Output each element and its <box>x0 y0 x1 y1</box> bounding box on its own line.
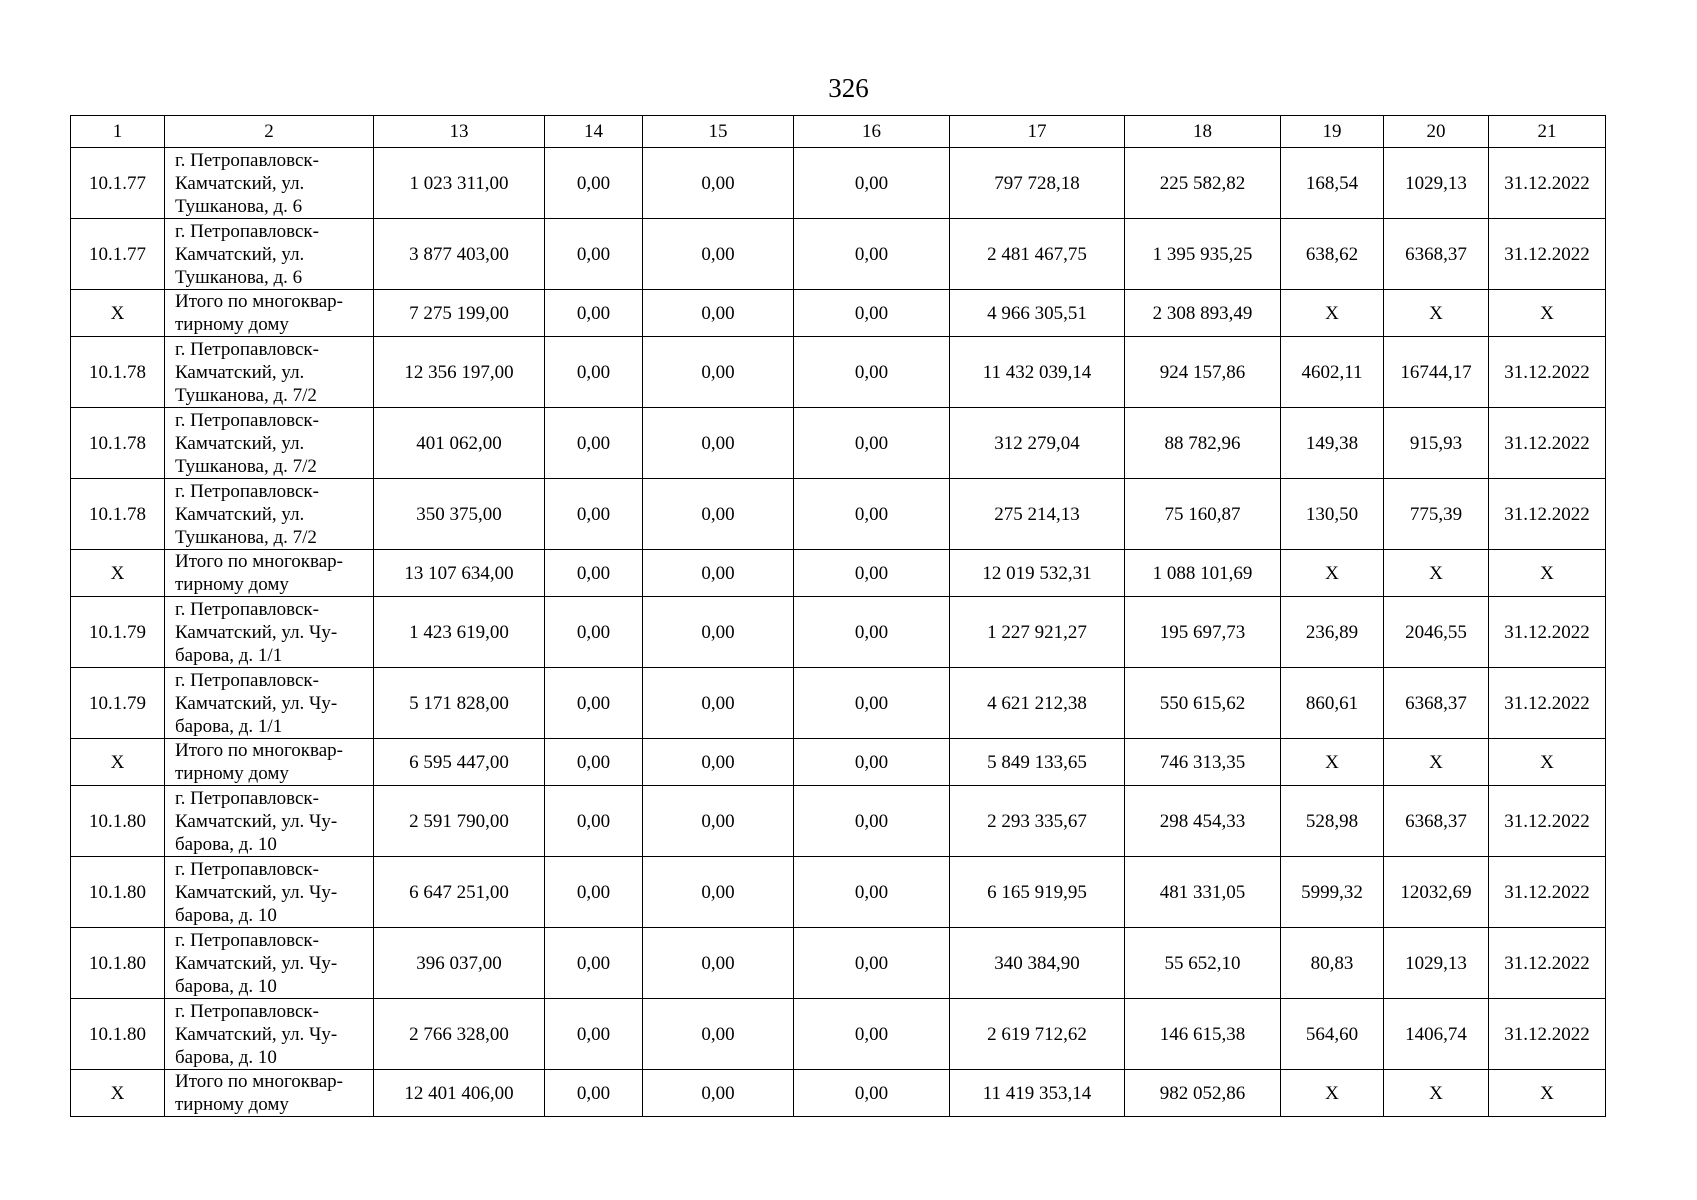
col-18-cell: 146 615,38 <box>1125 999 1281 1070</box>
col-15-cell: 0,00 <box>643 668 794 739</box>
col-15-cell: 0,00 <box>643 857 794 928</box>
col-20-cell: X <box>1384 550 1489 597</box>
row-number-cell: 10.1.78 <box>71 337 165 408</box>
total-row <box>71 1070 1606 1117</box>
address-cell: г. Петропавловск- Камчатский, ул. Чу- барова, д. 10 <box>165 999 374 1070</box>
col-15-cell: 0,00 <box>643 290 794 337</box>
col-14-cell: 0,00 <box>545 290 643 337</box>
col-18-cell: 1 395 935,25 <box>1125 219 1281 290</box>
col-13-cell: 350 375,00 <box>374 479 545 550</box>
col-20-cell: X <box>1384 1070 1489 1117</box>
col-19-cell: 4602,11 <box>1281 337 1384 408</box>
col-20-cell: 1406,74 <box>1384 999 1489 1070</box>
col-20-cell: 6368,37 <box>1384 668 1489 739</box>
date-cell: X <box>1489 550 1606 597</box>
col-16-cell: 0,00 <box>794 550 950 597</box>
column-header: 18 <box>1125 116 1281 148</box>
row-number-cell: 10.1.80 <box>71 928 165 999</box>
col-16-cell: 0,00 <box>794 668 950 739</box>
date-cell: 31.12.2022 <box>1489 148 1606 219</box>
col-17-cell: 340 384,90 <box>950 928 1125 999</box>
table-row <box>71 479 1606 550</box>
col-19-cell: X <box>1281 739 1384 786</box>
col-14-cell: 0,00 <box>545 668 643 739</box>
row-number-cell: 10.1.80 <box>71 857 165 928</box>
table-row <box>71 786 1606 857</box>
col-19-cell: 564,60 <box>1281 999 1384 1070</box>
date-cell: 31.12.2022 <box>1489 219 1606 290</box>
col-18-cell: 550 615,62 <box>1125 668 1281 739</box>
col-15-cell: 0,00 <box>643 550 794 597</box>
table-header <box>71 116 1606 148</box>
col-17-cell: 11 419 353,14 <box>950 1070 1125 1117</box>
column-header: 21 <box>1489 116 1606 148</box>
column-header: 15 <box>643 116 794 148</box>
col-19-cell: 80,83 <box>1281 928 1384 999</box>
col-16-cell: 0,00 <box>794 337 950 408</box>
row-number-cell: X <box>71 550 165 597</box>
col-14-cell: 0,00 <box>545 337 643 408</box>
col-13-cell: 2 591 790,00 <box>374 786 545 857</box>
col-16-cell: 0,00 <box>794 928 950 999</box>
col-16-cell: 0,00 <box>794 408 950 479</box>
table-row <box>71 857 1606 928</box>
data-table <box>70 115 1606 1117</box>
col-16-cell: 0,00 <box>794 739 950 786</box>
column-header: 2 <box>165 116 374 148</box>
row-number-cell: X <box>71 739 165 786</box>
table-row <box>71 928 1606 999</box>
table-body <box>71 148 1606 1117</box>
col-17-cell: 312 279,04 <box>950 408 1125 479</box>
col-20-cell: 6368,37 <box>1384 786 1489 857</box>
col-19-cell: X <box>1281 1070 1384 1117</box>
col-18-cell: 1 088 101,69 <box>1125 550 1281 597</box>
address-cell: г. Петропавловск- Камчатский, ул. Чу- барова, д. 10 <box>165 857 374 928</box>
col-14-cell: 0,00 <box>545 857 643 928</box>
col-20-cell: 2046,55 <box>1384 597 1489 668</box>
col-13-cell: 396 037,00 <box>374 928 545 999</box>
col-19-cell: 528,98 <box>1281 786 1384 857</box>
col-15-cell: 0,00 <box>643 337 794 408</box>
col-15-cell: 0,00 <box>643 597 794 668</box>
col-14-cell: 0,00 <box>545 999 643 1070</box>
col-14-cell: 0,00 <box>545 739 643 786</box>
col-18-cell: 924 157,86 <box>1125 337 1281 408</box>
col-18-cell: 55 652,10 <box>1125 928 1281 999</box>
date-cell: 31.12.2022 <box>1489 337 1606 408</box>
col-13-cell: 401 062,00 <box>374 408 545 479</box>
col-13-cell: 2 766 328,00 <box>374 999 545 1070</box>
date-cell: 31.12.2022 <box>1489 786 1606 857</box>
col-17-cell: 5 849 133,65 <box>950 739 1125 786</box>
col-17-cell: 1 227 921,27 <box>950 597 1125 668</box>
col-18-cell: 195 697,73 <box>1125 597 1281 668</box>
date-cell: X <box>1489 290 1606 337</box>
col-16-cell: 0,00 <box>794 597 950 668</box>
col-20-cell: 775,39 <box>1384 479 1489 550</box>
col-19-cell: 168,54 <box>1281 148 1384 219</box>
row-number-cell: 10.1.79 <box>71 668 165 739</box>
address-cell: г. Петропавловск- Камчатский, ул. Тушканова, д. 6 <box>165 219 374 290</box>
col-15-cell: 0,00 <box>643 928 794 999</box>
col-19-cell: 5999,32 <box>1281 857 1384 928</box>
col-15-cell: 0,00 <box>643 479 794 550</box>
col-16-cell: 0,00 <box>794 479 950 550</box>
col-15-cell: 0,00 <box>643 219 794 290</box>
col-19-cell: X <box>1281 550 1384 597</box>
date-cell: 31.12.2022 <box>1489 408 1606 479</box>
address-cell: г. Петропавловск- Камчатский, ул. Тушканова, д. 6 <box>165 148 374 219</box>
table-row <box>71 337 1606 408</box>
date-cell: 31.12.2022 <box>1489 668 1606 739</box>
col-18-cell: 298 454,33 <box>1125 786 1281 857</box>
col-19-cell: 638,62 <box>1281 219 1384 290</box>
col-15-cell: 0,00 <box>643 999 794 1070</box>
address-cell: г. Петропавловск- Камчатский, ул. Тушканова, д. 7/2 <box>165 337 374 408</box>
col-17-cell: 6 165 919,95 <box>950 857 1125 928</box>
col-17-cell: 12 019 532,31 <box>950 550 1125 597</box>
col-16-cell: 0,00 <box>794 290 950 337</box>
date-cell: X <box>1489 739 1606 786</box>
col-13-cell: 7 275 199,00 <box>374 290 545 337</box>
page-number: 326 <box>828 73 869 103</box>
date-cell: 31.12.2022 <box>1489 597 1606 668</box>
col-14-cell: 0,00 <box>545 408 643 479</box>
address-cell: г. Петропавловск- Камчатский, ул. Чу- барова, д. 10 <box>165 928 374 999</box>
col-13-cell: 5 171 828,00 <box>374 668 545 739</box>
table-row <box>71 999 1606 1070</box>
col-14-cell: 0,00 <box>545 219 643 290</box>
address-cell: г. Петропавловск- Камчатский, ул. Тушканова, д. 7/2 <box>165 479 374 550</box>
col-16-cell: 0,00 <box>794 1070 950 1117</box>
col-17-cell: 11 432 039,14 <box>950 337 1125 408</box>
col-17-cell: 2 293 335,67 <box>950 786 1125 857</box>
total-row <box>71 550 1606 597</box>
col-14-cell: 0,00 <box>545 479 643 550</box>
column-header: 14 <box>545 116 643 148</box>
row-number-cell: 10.1.79 <box>71 597 165 668</box>
header-row <box>71 116 1606 148</box>
col-18-cell: 75 160,87 <box>1125 479 1281 550</box>
col-17-cell: 2 481 467,75 <box>950 219 1125 290</box>
col-19-cell: 130,50 <box>1281 479 1384 550</box>
col-13-cell: 1 423 619,00 <box>374 597 545 668</box>
address-cell: Итого по многоквар- тирному дому <box>165 290 374 337</box>
column-header: 1 <box>71 116 165 148</box>
date-cell: X <box>1489 1070 1606 1117</box>
col-14-cell: 0,00 <box>545 1070 643 1117</box>
col-16-cell: 0,00 <box>794 999 950 1070</box>
col-17-cell: 4 966 305,51 <box>950 290 1125 337</box>
col-18-cell: 746 313,35 <box>1125 739 1281 786</box>
col-15-cell: 0,00 <box>643 786 794 857</box>
column-header: 19 <box>1281 116 1384 148</box>
row-number-cell: X <box>71 290 165 337</box>
col-13-cell: 1 023 311,00 <box>374 148 545 219</box>
col-20-cell: 16744,17 <box>1384 337 1489 408</box>
col-19-cell: X <box>1281 290 1384 337</box>
row-number-cell: 10.1.77 <box>71 148 165 219</box>
col-13-cell: 3 877 403,00 <box>374 219 545 290</box>
date-cell: 31.12.2022 <box>1489 857 1606 928</box>
col-20-cell: X <box>1384 290 1489 337</box>
col-18-cell: 982 052,86 <box>1125 1070 1281 1117</box>
col-14-cell: 0,00 <box>545 928 643 999</box>
address-cell: Итого по многоквар- тирному дому <box>165 550 374 597</box>
col-14-cell: 0,00 <box>545 786 643 857</box>
col-20-cell: 915,93 <box>1384 408 1489 479</box>
address-cell: г. Петропавловск- Камчатский, ул. Тушканова, д. 7/2 <box>165 408 374 479</box>
col-15-cell: 0,00 <box>643 408 794 479</box>
col-20-cell: 1029,13 <box>1384 928 1489 999</box>
col-19-cell: 236,89 <box>1281 597 1384 668</box>
col-18-cell: 225 582,82 <box>1125 148 1281 219</box>
col-14-cell: 0,00 <box>545 148 643 219</box>
col-19-cell: 860,61 <box>1281 668 1384 739</box>
col-16-cell: 0,00 <box>794 786 950 857</box>
column-header: 17 <box>950 116 1125 148</box>
col-13-cell: 12 401 406,00 <box>374 1070 545 1117</box>
table-row <box>71 219 1606 290</box>
row-number-cell: 10.1.78 <box>71 479 165 550</box>
col-18-cell: 88 782,96 <box>1125 408 1281 479</box>
col-16-cell: 0,00 <box>794 219 950 290</box>
col-15-cell: 0,00 <box>643 739 794 786</box>
address-cell: г. Петропавловск- Камчатский, ул. Чу- барова, д. 1/1 <box>165 668 374 739</box>
col-13-cell: 6 595 447,00 <box>374 739 545 786</box>
col-17-cell: 2 619 712,62 <box>950 999 1125 1070</box>
table-row <box>71 408 1606 479</box>
col-16-cell: 0,00 <box>794 857 950 928</box>
col-13-cell: 6 647 251,00 <box>374 857 545 928</box>
total-row <box>71 290 1606 337</box>
col-20-cell: X <box>1384 739 1489 786</box>
address-cell: г. Петропавловск- Камчатский, ул. Чу- барова, д. 1/1 <box>165 597 374 668</box>
col-17-cell: 275 214,13 <box>950 479 1125 550</box>
col-20-cell: 6368,37 <box>1384 219 1489 290</box>
date-cell: 31.12.2022 <box>1489 479 1606 550</box>
row-number-cell: 10.1.80 <box>71 999 165 1070</box>
col-17-cell: 797 728,18 <box>950 148 1125 219</box>
col-16-cell: 0,00 <box>794 148 950 219</box>
column-header: 20 <box>1384 116 1489 148</box>
address-cell: Итого по многоквар- тирному дому <box>165 1070 374 1117</box>
date-cell: 31.12.2022 <box>1489 999 1606 1070</box>
col-13-cell: 12 356 197,00 <box>374 337 545 408</box>
column-header: 13 <box>374 116 545 148</box>
row-number-cell: 10.1.80 <box>71 786 165 857</box>
table-row <box>71 668 1606 739</box>
column-header: 16 <box>794 116 950 148</box>
table-row <box>71 597 1606 668</box>
address-cell: г. Петропавловск- Камчатский, ул. Чу- барова, д. 10 <box>165 786 374 857</box>
date-cell: 31.12.2022 <box>1489 928 1606 999</box>
col-15-cell: 0,00 <box>643 1070 794 1117</box>
col-17-cell: 4 621 212,38 <box>950 668 1125 739</box>
col-18-cell: 2 308 893,49 <box>1125 290 1281 337</box>
table-row <box>71 148 1606 219</box>
col-20-cell: 12032,69 <box>1384 857 1489 928</box>
row-number-cell: X <box>71 1070 165 1117</box>
col-13-cell: 13 107 634,00 <box>374 550 545 597</box>
col-20-cell: 1029,13 <box>1384 148 1489 219</box>
total-row <box>71 739 1606 786</box>
col-14-cell: 0,00 <box>545 597 643 668</box>
col-18-cell: 481 331,05 <box>1125 857 1281 928</box>
col-19-cell: 149,38 <box>1281 408 1384 479</box>
col-15-cell: 0,00 <box>643 148 794 219</box>
row-number-cell: 10.1.77 <box>71 219 165 290</box>
address-cell: Итого по многоквар- тирному дому <box>165 739 374 786</box>
row-number-cell: 10.1.78 <box>71 408 165 479</box>
col-14-cell: 0,00 <box>545 550 643 597</box>
